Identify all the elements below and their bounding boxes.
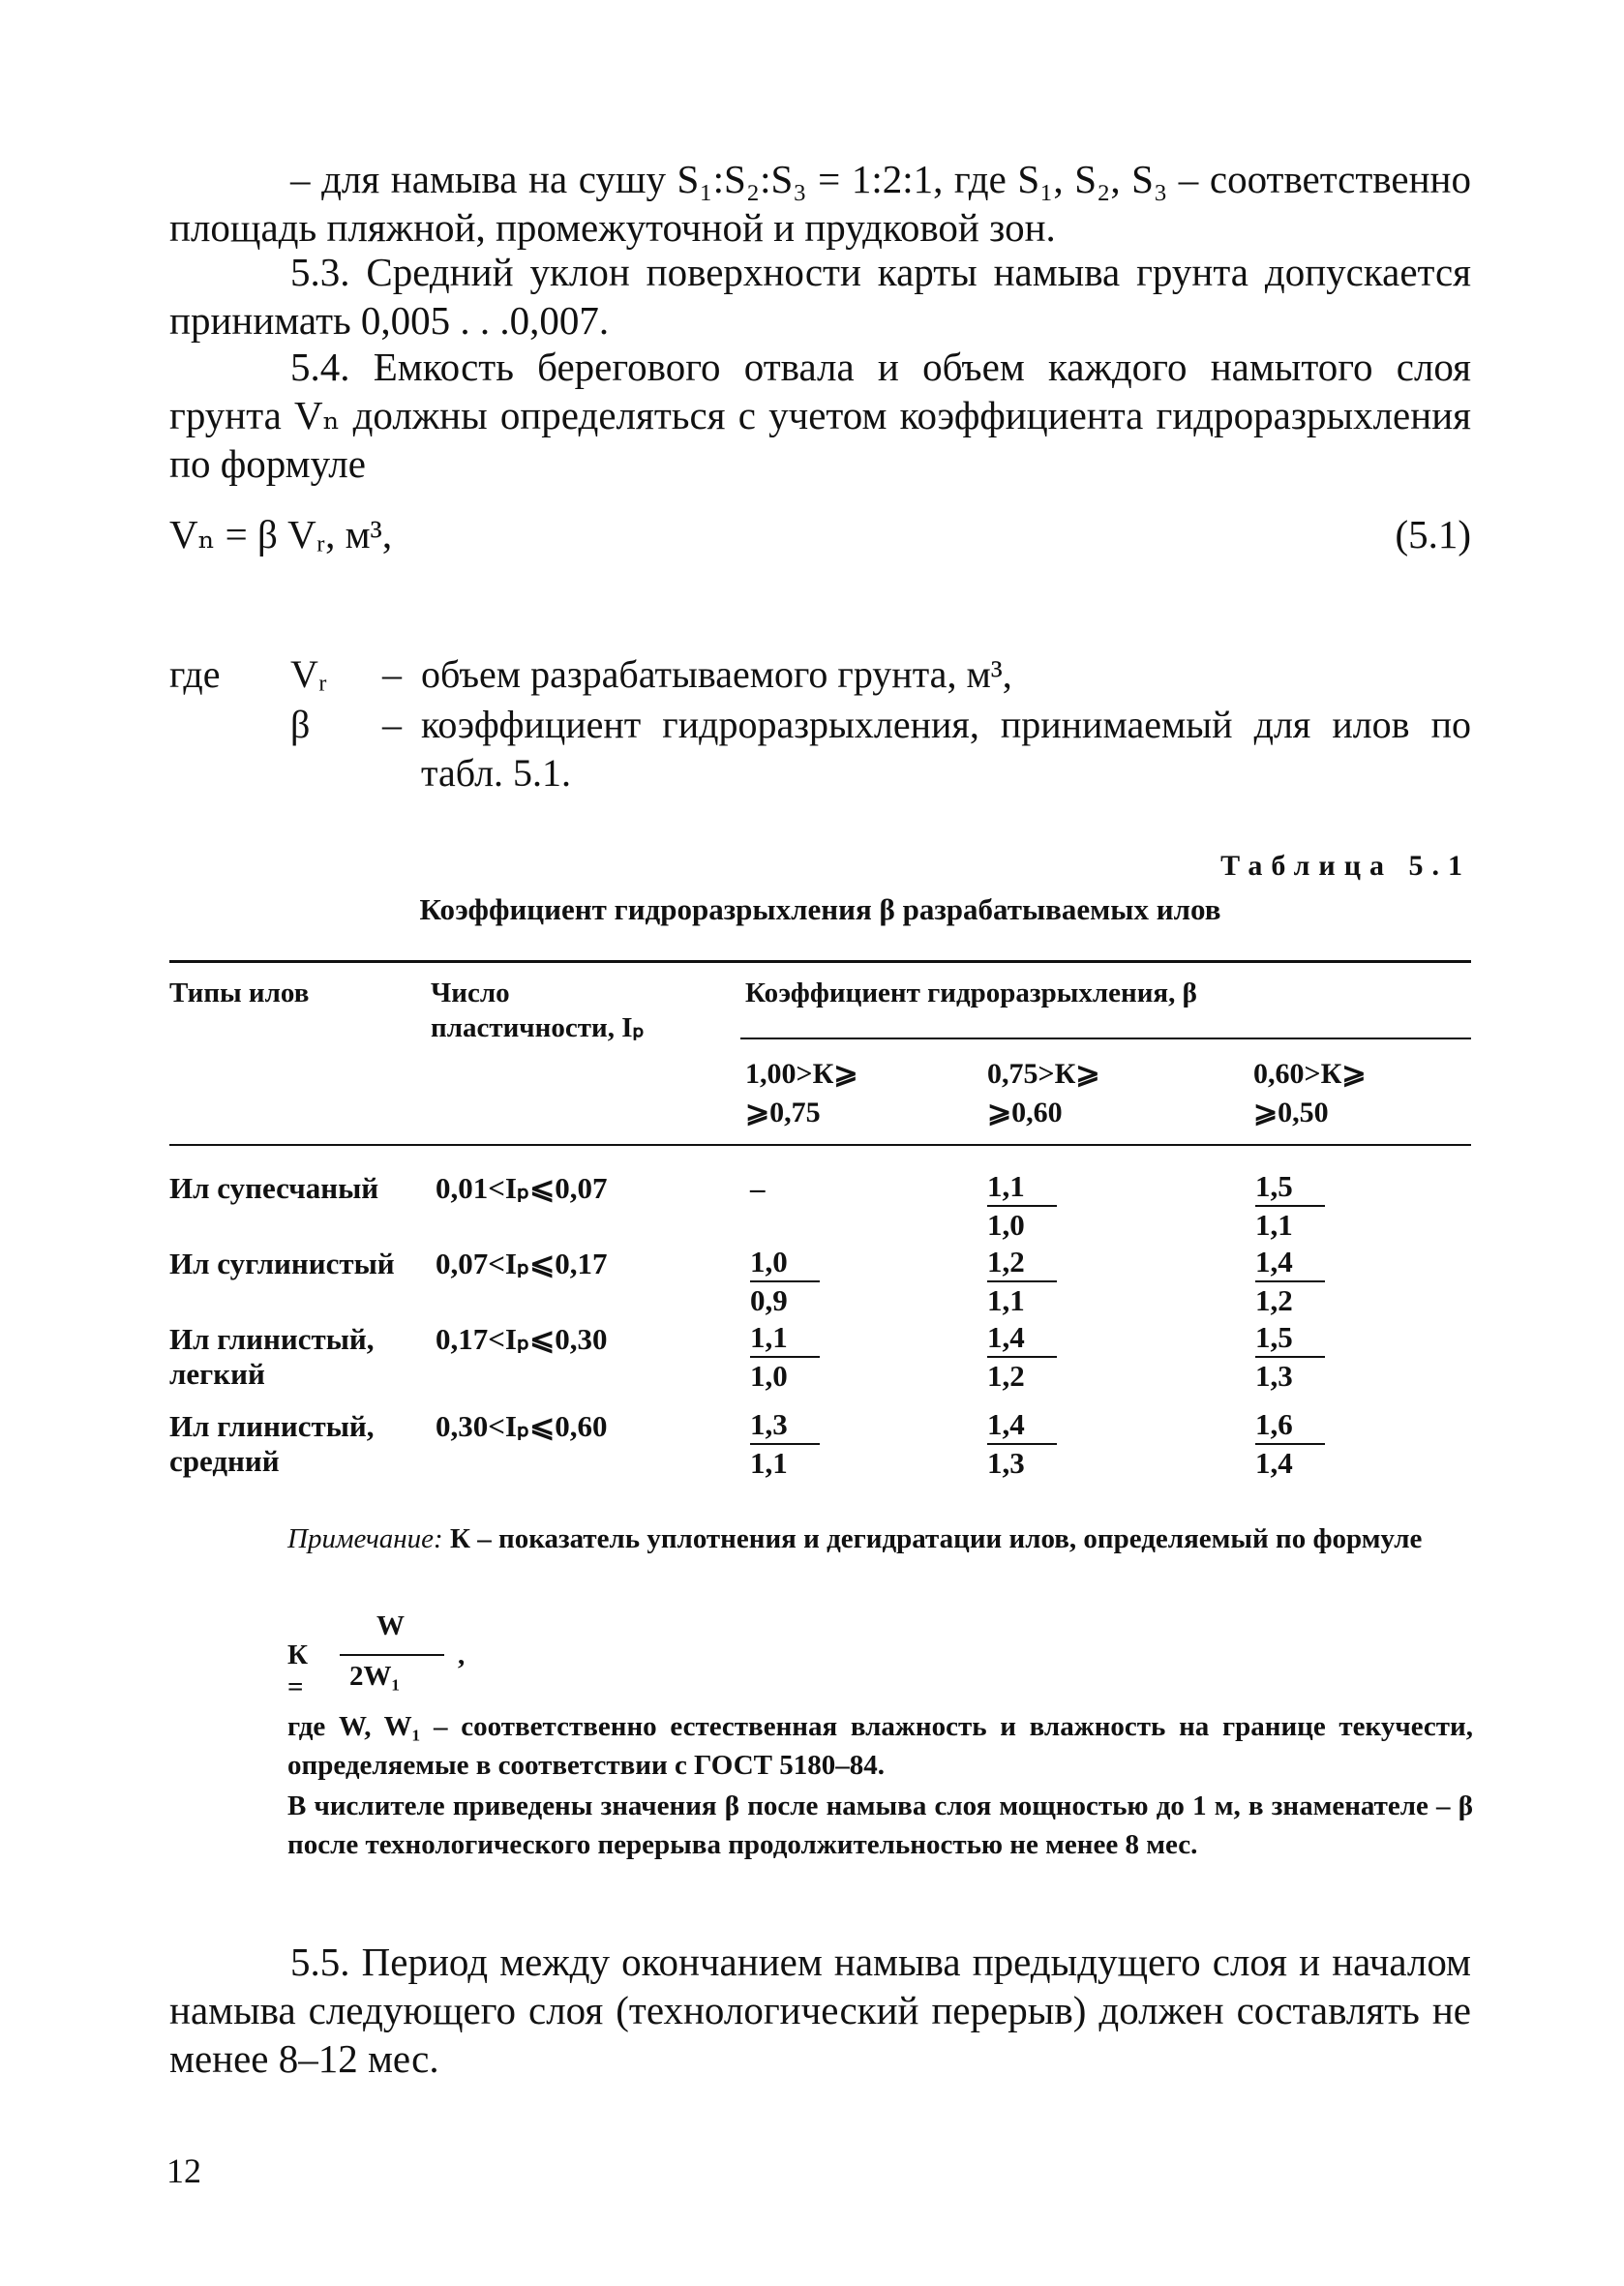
page-number: 12 bbox=[166, 2151, 201, 2190]
fraction-cell bbox=[987, 1245, 1057, 1318]
note-text: К – показатель уплотнения и дегидратации илов, определяемый по формуле bbox=[449, 1523, 1423, 1554]
where-text: объем разрабатываемого грунта, м³, bbox=[421, 652, 1012, 696]
numerator: 1,5 bbox=[1255, 1320, 1293, 1354]
fraction-cell bbox=[987, 1169, 1057, 1243]
denominator: 0,9 bbox=[750, 1283, 788, 1317]
header-types: Типы илов bbox=[169, 978, 310, 1008]
fraction-bar bbox=[987, 1205, 1057, 1207]
k-fraction-bar bbox=[340, 1654, 444, 1656]
fraction-cell bbox=[1255, 1245, 1325, 1318]
fraction-cell bbox=[987, 1407, 1057, 1481]
note-where: где W, W₁ – соответственно естественная влажность и влажность на границе текучести, определяемые в соответствии с ГОСТ 5180–84. bbox=[287, 1711, 1473, 1781]
header-range-2: 0,75>К⩾ ⩾0,60 bbox=[987, 1058, 1100, 1128]
row-type: Ил глинистый, легкий bbox=[169, 1322, 375, 1391]
table-note bbox=[287, 1519, 1473, 1558]
denominator: 1,0 bbox=[987, 1208, 1025, 1242]
numerator: 1,6 bbox=[1255, 1407, 1293, 1441]
numerator: 1,4 bbox=[987, 1320, 1025, 1354]
numerator: 1,3 bbox=[750, 1407, 788, 1441]
fraction-bar bbox=[987, 1280, 1057, 1282]
row-range: 0,17<Iₚ⩽0,30 bbox=[436, 1322, 608, 1356]
header-range-3: 0,60>К⩾ ⩾0,50 bbox=[1253, 1058, 1367, 1128]
denominator: 1,2 bbox=[1255, 1283, 1293, 1317]
where-dash: – bbox=[382, 703, 402, 746]
fraction-cell bbox=[987, 1320, 1057, 1394]
header-range-1: 1,00>К⩾ ⩾0,75 bbox=[745, 1058, 858, 1128]
paragraph-5-3: 5.3. Средний уклон поверхности карты намыва грунта допускается принимать 0,005 . . .0,007. bbox=[169, 250, 1471, 343]
numerator: 1,5 bbox=[1255, 1169, 1293, 1203]
numerator: 1,1 bbox=[987, 1169, 1025, 1203]
denominator: 1,0 bbox=[750, 1359, 788, 1393]
numerator: 1,1 bbox=[750, 1320, 788, 1354]
numerator: 1,4 bbox=[1255, 1245, 1293, 1278]
table-group-rule bbox=[740, 1038, 1471, 1039]
cell-dash: – bbox=[750, 1171, 766, 1205]
fraction-cell bbox=[750, 1245, 820, 1318]
denominator: 1,3 bbox=[1255, 1359, 1293, 1393]
where-text: коэффициент гидроразрыхления, принимаемый для илов по табл. 5.1. bbox=[421, 703, 1471, 795]
fraction-cell bbox=[1255, 1169, 1325, 1243]
denominator: 1,2 bbox=[987, 1359, 1025, 1393]
note-numerator-explanation: В числителе приведены значения β после намыва слоя мощностью до 1 м, в знаменателе – β после технологического перерыва продолжительностью не менее 8 мес. bbox=[287, 1790, 1473, 1860]
numerator: 1,4 bbox=[987, 1407, 1025, 1441]
fraction-bar bbox=[750, 1356, 820, 1358]
fraction-bar bbox=[750, 1280, 820, 1282]
fraction-cell bbox=[1255, 1320, 1325, 1394]
denominator: 1,4 bbox=[1255, 1446, 1293, 1480]
fraction-bar bbox=[1255, 1356, 1325, 1358]
fraction-bar bbox=[987, 1356, 1057, 1358]
where-symbol: β bbox=[290, 703, 311, 746]
row-type: Ил суглинистый bbox=[169, 1247, 395, 1280]
where-label: где bbox=[169, 652, 221, 696]
row-type: Ил глинистый, средний bbox=[169, 1409, 375, 1478]
formula-number: (5.1) bbox=[1395, 512, 1471, 556]
paragraph-5-4: 5.4. Емкость берегового отвала и объем каждого намытого слоя грунта Vₙ должны определяться с учетом коэффициента гидроразрыхления по формуле bbox=[169, 345, 1471, 486]
row-type: Ил супесчаный bbox=[169, 1171, 379, 1205]
where-dash: – bbox=[382, 652, 402, 696]
header-coefficient-group: Коэффициент гидроразрыхления, β bbox=[745, 978, 1197, 1008]
row-range: 0,01<Iₚ⩽0,07 bbox=[436, 1171, 608, 1205]
row-range: 0,07<Iₚ⩽0,17 bbox=[436, 1247, 608, 1280]
k-numerator: W bbox=[376, 1610, 405, 1641]
fraction-cell bbox=[750, 1407, 820, 1481]
header-plasticity: Число пластичности, Iₚ bbox=[431, 978, 645, 1043]
denominator: 1,1 bbox=[1255, 1208, 1293, 1242]
fraction-cell bbox=[750, 1320, 820, 1394]
table-top-rule bbox=[169, 960, 1471, 963]
paragraph-5-5: 5.5. Период между окончанием намыва предыдущего слоя и началом намыва следующего слоя (технологический перерыв) должен составлять не менее 8–12 мес. bbox=[169, 1940, 1471, 2081]
denominator: 1,1 bbox=[750, 1446, 788, 1480]
row-range: 0,30<Iₚ⩽0,60 bbox=[436, 1409, 608, 1443]
denominator: 1,1 bbox=[987, 1283, 1025, 1317]
paragraph-zones: – для намыва на сушу S₁:S₂:S₃ = 1:2:1, где S₁, S₂, S₃ – соответственно площадь пляжной, промежуточной и прудковой зон. bbox=[169, 157, 1471, 250]
fraction-bar bbox=[987, 1443, 1057, 1445]
fraction-bar bbox=[1255, 1443, 1325, 1445]
fraction-bar bbox=[1255, 1280, 1325, 1282]
numerator: 1,0 bbox=[750, 1245, 788, 1278]
table-title: Коэффициент гидроразрыхления β разрабатываемых илов bbox=[419, 892, 1221, 926]
formula-expression: Vₙ = β Vᵣ, м³, bbox=[169, 512, 393, 556]
numerator: 1,2 bbox=[987, 1245, 1025, 1278]
where-symbol: Vᵣ bbox=[290, 652, 328, 696]
fraction-bar bbox=[750, 1443, 820, 1445]
formula-5-1 bbox=[169, 511, 1471, 569]
k-lhs: К = bbox=[287, 1639, 309, 1702]
denominator: 1,3 bbox=[987, 1446, 1025, 1480]
k-comma: , bbox=[458, 1639, 466, 1670]
fraction-cell bbox=[1255, 1407, 1325, 1481]
note-label: Примечание: bbox=[287, 1523, 443, 1554]
table-header-rule bbox=[169, 1144, 1471, 1146]
table-caption: Таблица 5.1 bbox=[1220, 850, 1471, 882]
k-denominator: 2W₁ bbox=[349, 1661, 401, 1692]
fraction-bar bbox=[1255, 1205, 1325, 1207]
